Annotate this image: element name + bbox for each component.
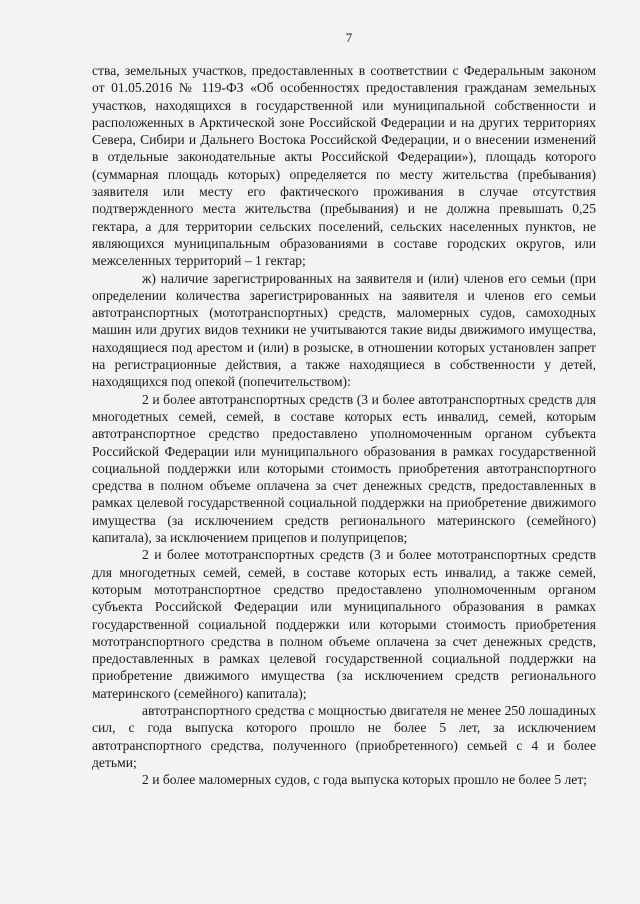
paragraph-engine-power: автотранспортного средства с мощностью двигателя не менее 250 лошадиных сил, с года выпуска которого прошло не более 5 лет, за исключением автотранспортного средства, полученного (приобретенного) семьей с 4 и более детьми; — [92, 702, 596, 770]
paragraph-small-boats: 2 и более маломерных судов, с года выпуска которых прошло не более 5 лет; — [142, 772, 588, 788]
paragraph-item-zh: ж) наличие зарегистрированных на заявителя и (или) членов его семьи (при определении количества зарегистрированных на заявителя и членов его семьи автотранспортных (мототранспортных) средств, маломерных судов, самоходных машин или других видов техники не учитываются такие виды движимого имущества, находящиеся под арестом и (или) в розыске, в отношении которых установлен запрет на регистрационные действия, а также находящиеся в собственности у детей, находящихся под опекой (попечительством): — [92, 270, 596, 390]
page-number: 7 — [345, 30, 353, 45]
paragraph-land-plots: ства, земельных участков, предоставленных в соответствии с Федеральным законом от 01.05.2016 № 119-ФЗ «Об особенностях предоставления гражданам земельных участков, находящихся в государственной или муниципальной собственности и расположенных в Арктической зоне Российской Федерации и на других территориях Севера, Сибири и Дальнего Востока Российской Федерации, и о внесении изменений в отдельные законодательные акты Российской Федерации»), площадь которого (суммарная площадь которых) определяется по месту жительства (пребывания) заявителя или месту его фактического проживания в случае отсутствия подтвержденного места жительства (пребывания) и не должна превышать 0,25 гектара, а для территории сельских поселений, сельских населенных пунктов, не являющихся муниципальным образованиями в составе городских округов, или межселенных территорий – 1 гектар; — [92, 63, 596, 269]
paragraph-motorcycles: 2 и более мототранспортных средств (3 и более мототранспортных средств для многодетных семей, семей, в составе которых есть инвалид, а также семей, которым мототранспортное средство предоставлено уполномоченным органом субъекта Российской Федерации или муниципального образования в рамках государственной социальной поддержки или которыми стоимость приобретения мототранспортного средства в полном объеме оплачена за счет денежных средств, предоставленных в рамках целевой государственной социальной поддержки на приобретение движимого имущества (за исключением средств регионального материнского (семейного) капитала); — [92, 547, 596, 701]
paragraph-vehicles: 2 и более автотранспортных средств (3 и более автотранспортных средств для многодетных семей, семей, в составе которых есть инвалид, семей, которым автотранспортное средство предоставлено уполномоченным органом субъекта Российской Федерации или муниципального образования в рамках государственной социальной поддержки или которыми стоимость приобретения автотранспортного средства в полном объеме оплачена за счет денежных средств, предоставленных в рамках целевой государственной социальной поддержки на приобретение движимого имущества (за исключением средств регионального материнского (семейного) капитала), за исключением прицепов и полуприцепов; — [92, 391, 596, 546]
